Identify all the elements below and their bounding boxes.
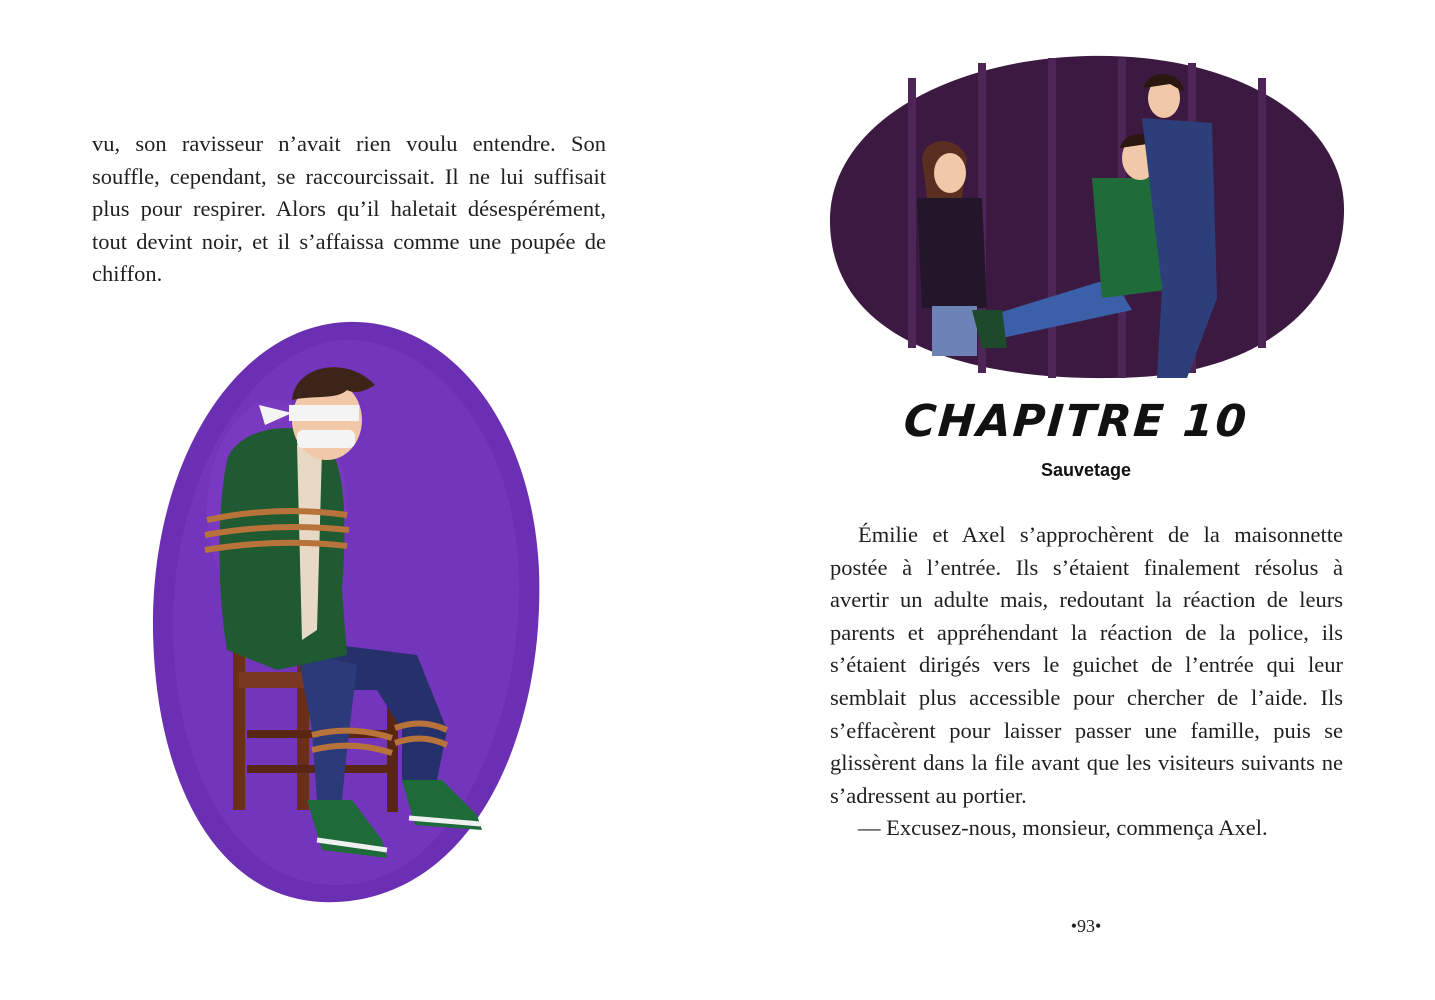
chapter-title: CHAPITRE 10	[902, 396, 1250, 447]
rescue-scene-illustration	[822, 48, 1352, 383]
left-page	[0, 0, 717, 1000]
left-page-paragraph: vu, son ravisseur n’avait rien voulu entendre. Son souffle, cependant, se raccourcissait. Il ne lui suffisait plus pour respirer. Alors qu’il haletait désespérément, tout devint noir, et il s’affaissa comme une poupée de chiffon.	[92, 131, 606, 287]
dialogue-line: — Excusez-nous, monsieur, commença Axel.	[858, 815, 1268, 841]
chapter-subtitle: Sauvetage	[1040, 460, 1132, 480]
page-number: •93•	[1070, 916, 1102, 936]
right-page-body	[830, 519, 1343, 845]
body-paragraph: Émilie et Axel s’approchèrent de la maisonnette postée à l’entrée. Ils s’étaient finalement résolus à avertir un adulte mais, redoutant la réaction de leurs parents et appréhendant la réaction de la police, ils s’étaient dirigés vers le guichet de l’entrée qui leur semblait plus accessible pour chercher de l’aide. Ils s’effacèrent pour laisser passer une famille, puis se glissèrent dans la file avant que les visiteurs suivants ne s’adressent au portier.	[830, 522, 1343, 808]
right-page	[717, 0, 1435, 1000]
bound-boy-on-chair-illustration	[147, 310, 547, 910]
